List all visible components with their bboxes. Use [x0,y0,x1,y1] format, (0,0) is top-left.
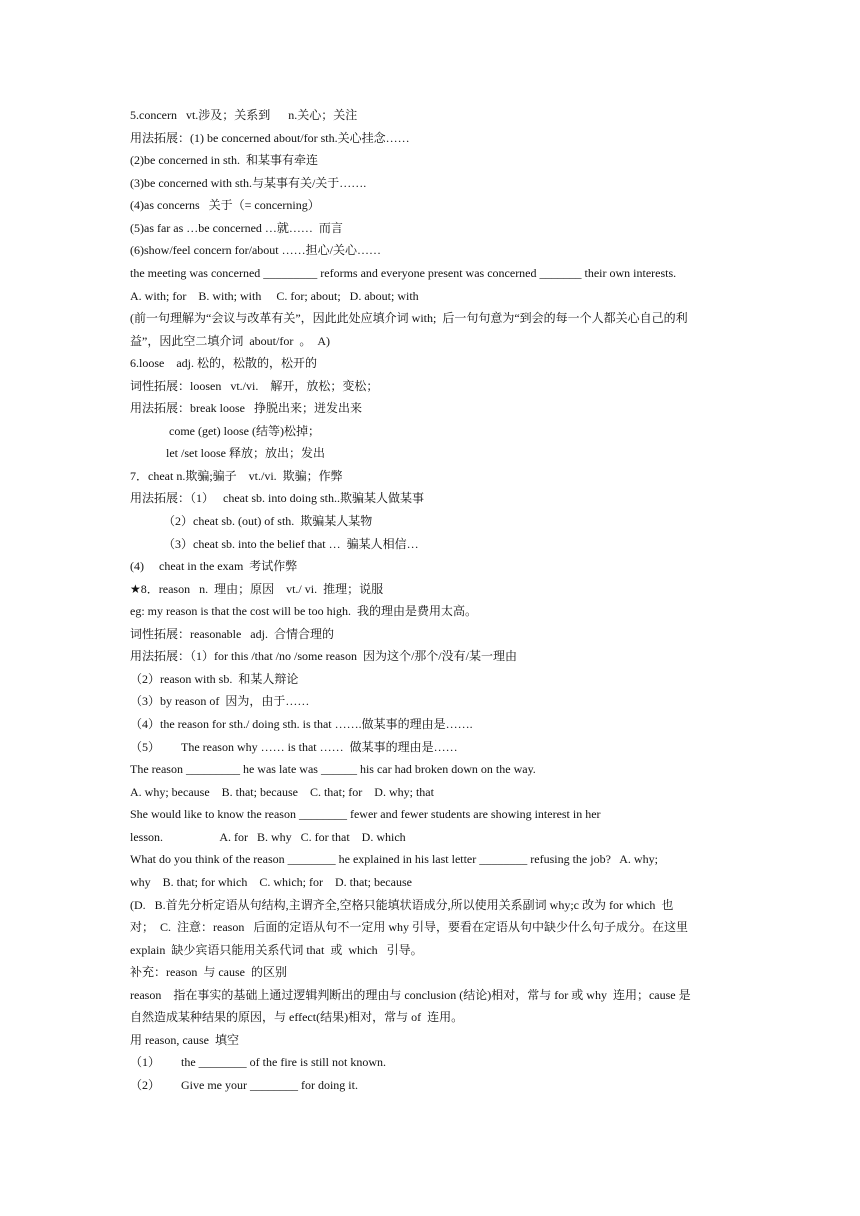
text-line: （5） The reason why …… is that …… 做某事的理由是…… [130,740,458,754]
text-line: 益”，因此空二填介词 about/for 。 A) [130,334,330,348]
answer-options: lesson. A. for B. why C. for that D. which [130,830,406,844]
text-line: (前一句理解为“会议与改革有关”，因此此处应填介词 with; 后一句句意为“到会的每一个人都关心自己的利 [130,311,688,325]
question-line: （2） Give me your ________ for doing it. [130,1078,358,1092]
section-heading: ★8．reason n. 理由；原因 vt./ vi. 推理；说服 [130,582,384,596]
text-line: (4)as concerns 关于（= concerning） [130,198,320,212]
text-line: （2）reason with sb. 和某人辩论 [130,672,299,686]
text-line: 5.concern vt.涉及；关系到 n.关心；关注 [130,108,358,122]
section-heading: 7．cheat n.欺骗;骗子 vt./vi. 欺骗；作弊 [130,469,343,483]
text-line: (D. B.首先分析定语从句结构,主谓齐全,空格只能填状语成分,所以使用关系副词 why;c 改为 for which 也 [130,898,674,912]
answer-options: A. with; for B. with; with C. for; about; D. about; with [130,289,419,303]
answer-options: why B. that; for which C. which; for D. that; because [130,875,412,889]
question-line: What do you think of the reason ________ he explained in his last letter ________ refusing the job? A. why; [130,852,658,866]
text-line: 用法拓展：（1）for this /that /no /some reason 因为这个/那个/没有/某一理由 [130,649,517,663]
answer-options: A. why; because B. that; because C. that; for D. why; that [130,785,434,799]
text-line: 用法拓展：（1） cheat sb. into doing sth..欺骗某人做某事 [130,491,424,505]
text-line: eg: my reason is that the cost will be too high. 我的理由是费用太高。 [130,604,477,618]
text-line: 自然造成某种结果的原因，与 effect(结果)相对，常与 of 连用。 [130,1010,464,1024]
text-line: 用法拓展：(1) be concerned about/for sth.关心挂念…… [130,131,410,145]
text-line: 词性拓展：loosen vt./vi. 解开，放松；变松； [130,379,379,393]
text-line: 对； C. 注意：reason 后面的定语从句不一定用 why 引导，要看在定语从句中缺少什么句子成分。在这里 [130,920,688,934]
text-line: 用法拓展：break loose 挣脱出来；迸发出来 [130,401,362,415]
text-line: let /set loose 释放；放出；发出 [130,446,325,460]
text-line: （2）cheat sb. (out) of sth. 欺骗某人某物 [130,514,373,528]
section-heading: 6.loose adj. 松的，松散的，松开的 [130,356,317,370]
text-line: （4）the reason for sth./ doing sth. is that …….做某事的理由是……. [130,717,473,731]
text-line: （3）by reason of 因为，由于…… [130,694,310,708]
question-line: the meeting was concerned _________ reforms and everyone present was concerned _______ their own interests. [130,266,677,280]
text-line: 补充：reason 与 cause 的区别 [130,965,287,979]
text-line: (5)as far as …be concerned …就…… 而言 [130,221,343,235]
text-line: 用 reason, cause 填空 [130,1033,239,1047]
text-line: (2)be concerned in sth. 和某事有牵连 [130,153,318,167]
text-line: (3)be concerned with sth.与某事有关/关于……. [130,176,367,190]
text-line: （3）cheat sb. into the belief that … 骗某人相信… [130,537,419,551]
text-line: (6)show/feel concern for/about ……担心/关心…… [130,243,381,257]
text-line: 词性拓展：reasonable adj. 合情合理的 [130,627,334,641]
question-line: The reason _________ he was late was ______ his car had broken down on the way. [130,762,536,776]
text-line: explain 缺少宾语只能用关系代词 that 或 which 引导。 [130,943,423,957]
question-line: （1） the ________ of the fire is still not known. [130,1055,386,1069]
text-line: (4) cheat in the exam 考试作弊 [130,559,298,573]
text-line: reason 指在事实的基础上通过逻辑判断出的理由与 conclusion (结论)相对，常与 for 或 why 连用；cause 是 [130,988,691,1002]
question-line: She would like to know the reason ________ fewer and fewer students are showing interest in her [130,807,601,821]
text-line: come (get) loose (结等)松掉； [130,424,320,438]
